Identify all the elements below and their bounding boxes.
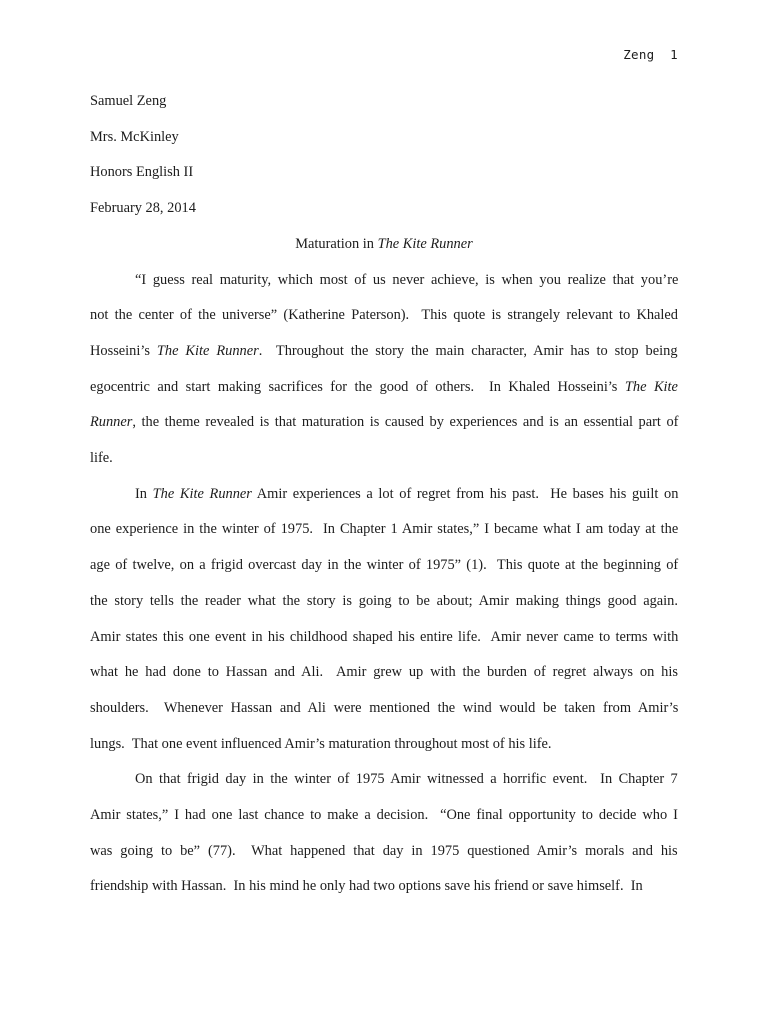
paragraph-line [90, 441, 678, 477]
essay-paragraphs [90, 263, 678, 906]
line-text: , the theme revealed is that maturation is caused by experiences and is an essential part of [132, 414, 679, 431]
line-text: . Throughout the story the main character, Amir has to stop being [258, 342, 678, 359]
line-text: shoulders. Whenever Hassan and Ali were mentioned the wind would be taken from Amir’s [90, 699, 679, 716]
paragraph-line [90, 834, 678, 870]
paragraph-line [90, 548, 678, 584]
student-name: Samuel Zeng [90, 93, 167, 109]
paragraph-line [90, 512, 678, 548]
running-header [623, 47, 678, 62]
paragraph-line [90, 298, 678, 334]
italic-title-text: The Kite [624, 378, 678, 395]
paragraph [90, 477, 678, 763]
line-text: one experience in the winter of 1975. In Chapter 1 Amir states,” I became what I am today at the [90, 521, 679, 538]
line-text: Amir states this one event in his childhood shaped his entire life. Amir never came to terms with [90, 628, 679, 645]
course-name: Honors English II [90, 164, 194, 181]
italic-title-text: The Kite Runner [152, 485, 252, 502]
paragraph-line [90, 762, 678, 798]
teacher-name: Mrs. McKinley [90, 128, 179, 145]
paragraph-line [90, 620, 678, 656]
essay-title [90, 227, 678, 263]
line-text: life. [90, 450, 113, 467]
title-prefix: Maturation in [295, 235, 378, 252]
essay-date: February 28, 2014 [90, 200, 196, 217]
line-text: the story tells the reader what the story is going to be about; Amir making things good again. [90, 592, 678, 609]
header-last-name: Zeng [623, 47, 655, 62]
paragraph-line [90, 405, 678, 441]
page-number: 1 [670, 47, 678, 62]
title-italic: The Kite Runner [377, 235, 473, 252]
line-text: Hosseini’s [90, 342, 157, 359]
paragraph-line [90, 477, 678, 513]
paragraph-line [90, 691, 678, 727]
line-text: age of twelve, on a frigid overcast day in the winter of 1975” (1). This quote at the beginning of [90, 557, 679, 574]
paragraph [90, 263, 678, 477]
line-text: what he had done to Hassan and Ali. Amir grew up with the burden of regret always on his [90, 664, 678, 681]
paragraph-line [90, 798, 678, 834]
paragraph-line [90, 334, 678, 370]
line-text: egocentric and start making sacrifices for the good of others. In Khaled Hosseini’s [90, 378, 625, 395]
line-text: friendship with Hassan. In his mind he only had two options save his friend or save himself. In [90, 878, 643, 895]
line-text: Amir states,” I had one last chance to make a decision. “One final opportunity to decide who I [90, 807, 678, 824]
paragraph-line [90, 370, 678, 406]
line-text: lungs. That one event influenced Amir’s maturation throughout most of his life. [90, 735, 552, 752]
line-text: On that frigid day in the winter of 1975 Amir witnessed a horrific event. In Chapter 7 [135, 771, 678, 788]
line-text: was going to be” (77). What happened that day in 1975 questioned Amir’s morals and his [90, 842, 678, 859]
paragraph-line [90, 727, 678, 763]
paragraph-line [90, 263, 678, 299]
document-body [90, 84, 678, 905]
line-text: Amir experiences a lot of regret from his past. He bases his guilt on [251, 485, 679, 502]
line-text: not the center of the universe” (Katherine Paterson). This quote is strangely relevant to Khaled [90, 307, 678, 324]
italic-title-text: The Kite Runner [156, 342, 259, 359]
paragraph-line [90, 655, 678, 691]
italic-title-text: Runner [90, 414, 133, 431]
paragraph-line [90, 584, 678, 620]
paragraph [90, 762, 678, 905]
line-text: In [135, 485, 153, 502]
paragraph-line [90, 869, 678, 905]
line-text: “I guess real maturity, which most of us never achieve, is when you realize that you’re [135, 271, 679, 288]
